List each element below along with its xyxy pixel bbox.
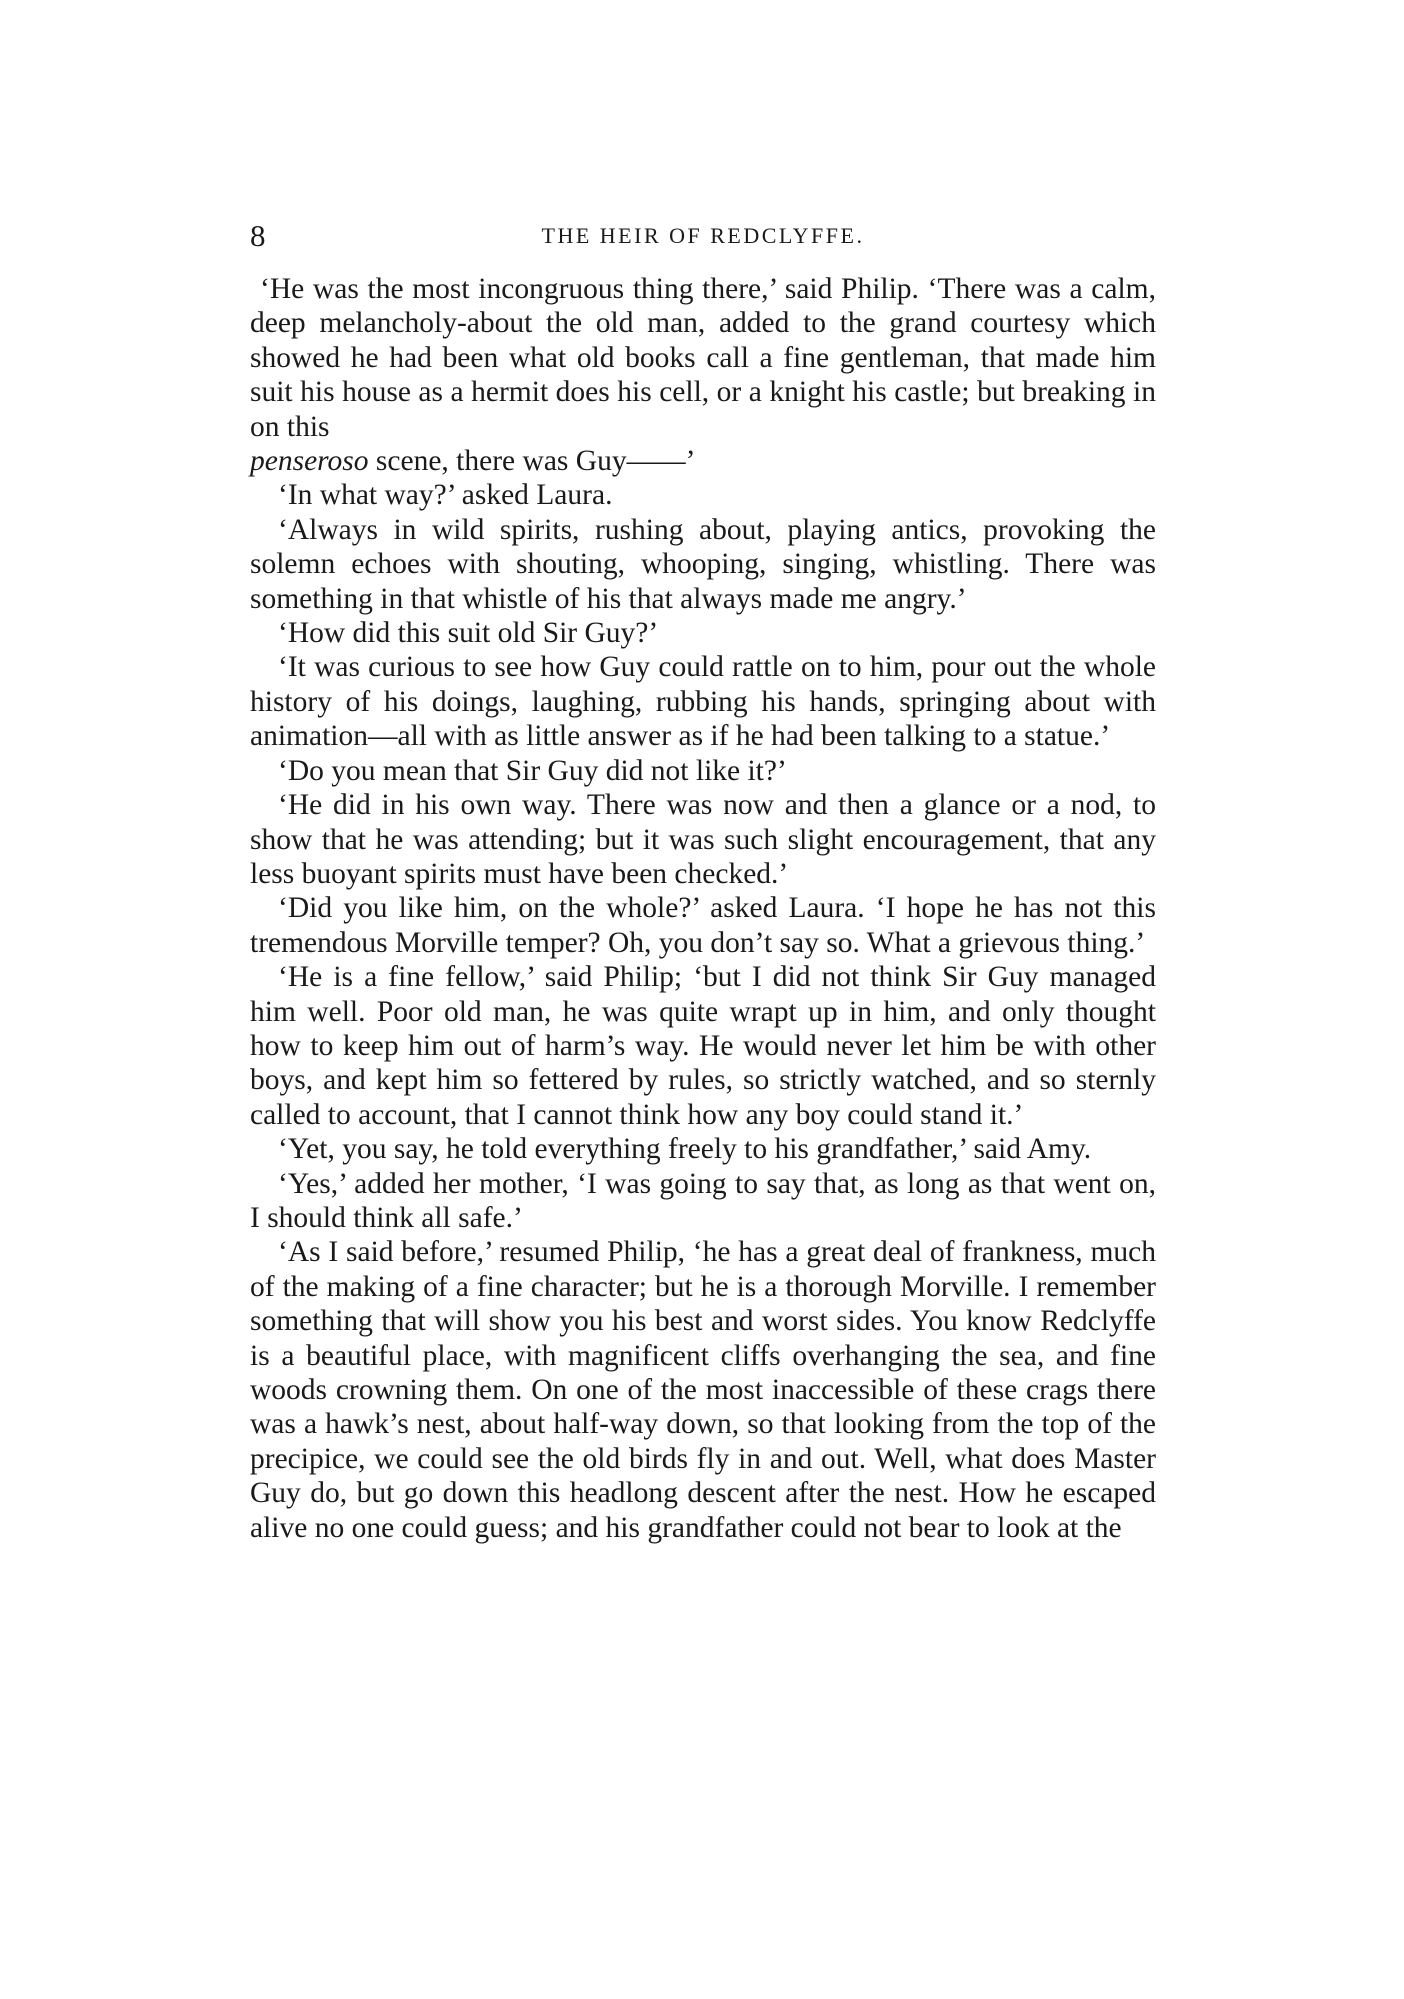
italic-word: penseroso: [250, 445, 369, 478]
paragraph: [250, 444, 1156, 478]
page-number: 8: [250, 218, 266, 253]
paragraph: ‘He was the most incongruous thing there,’ said Philip. ‘There was a calm, deep melancholy-about the old man, added to the grand courtesy which showed he had been what old books call a fine gentleman, that made him suit his house as a hermit does his cell, or a knight his castle; but breaking in on this: [250, 273, 1156, 443]
paragraph: ‘Yet, you say, he told everything freely to his grandfather,’ said Amy.: [278, 1133, 1092, 1166]
paragraph: ‘Always in wild spirits, rushing about, playing antics, provoking the solemn echoes with shouting, whooping, singing, whistling. There was something in that whistle of his that always made me angry.’: [250, 513, 1156, 615]
paragraph-text: scene, there was Guy——’: [368, 445, 696, 478]
paragraph: ‘It was curious to see how Guy could rattle on to him, pour out the whole history of his doings, laughing, rubbing his hands, springing about with animation—all with as little answer as if he had been talking to a statue.’: [250, 651, 1156, 753]
paragraph: ‘He did in his own way. There was now and then a glance or a nod, to show that he was attending; but it was such slight encouragement, that any less buoyant spirits must have been checked.’: [250, 789, 1156, 890]
running-title: THE HEIR OF REDCLYFFE.: [541, 223, 865, 248]
paragraph: ‘Did you like him, on the whole?’ asked Laura. ‘I hope he has not this tremendous Morville temper? Oh, you don’t say so. What a grievous thing.’: [250, 892, 1156, 959]
body-text: [250, 272, 1156, 1545]
paragraph: ‘In what way?’ asked Laura.: [278, 479, 613, 512]
paragraph: ‘How did this suit old Sir Guy?’: [278, 617, 659, 650]
paragraph: ‘Do you mean that Sir Guy did not like it?’: [278, 754, 787, 787]
paragraph: ‘As I said before,’ resumed Philip, ‘he has a great deal of frankness, much of the making of a fine character; but he is a thorough Morville. I remember something that will show you his best and worst sides. You know Redclyffe is a beautiful place, with magnificent cliffs overhanging the sea, and fine woods crowning them. On one of the most inaccessible of these crags there was a hawk’s nest, about half-way down, so that looking from the top of the precipice, we could see the old birds fly in and out. Well, what does Master Guy do, but go down this headlong descent after the nest. How he escaped alive no one could guess; and his grandfather could not bear to look at the: [250, 1236, 1156, 1544]
paragraph: ‘Yes,’ added her mother, ‘I was going to say that, as long as that went on, I should think all safe.’: [250, 1167, 1156, 1234]
paragraph: ‘He is a fine fellow,’ said Philip; ‘but I did not think Sir Guy managed him well. Poor old man, he was quite wrapt up in him, and only thought how to keep him out of harm’s way. He would never let him be with other boys, and kept him so fettered by rules, so strictly watched, and so sternly called to account, that I cannot think how any boy could stand it.’: [250, 961, 1156, 1131]
page-header: [250, 216, 1156, 256]
